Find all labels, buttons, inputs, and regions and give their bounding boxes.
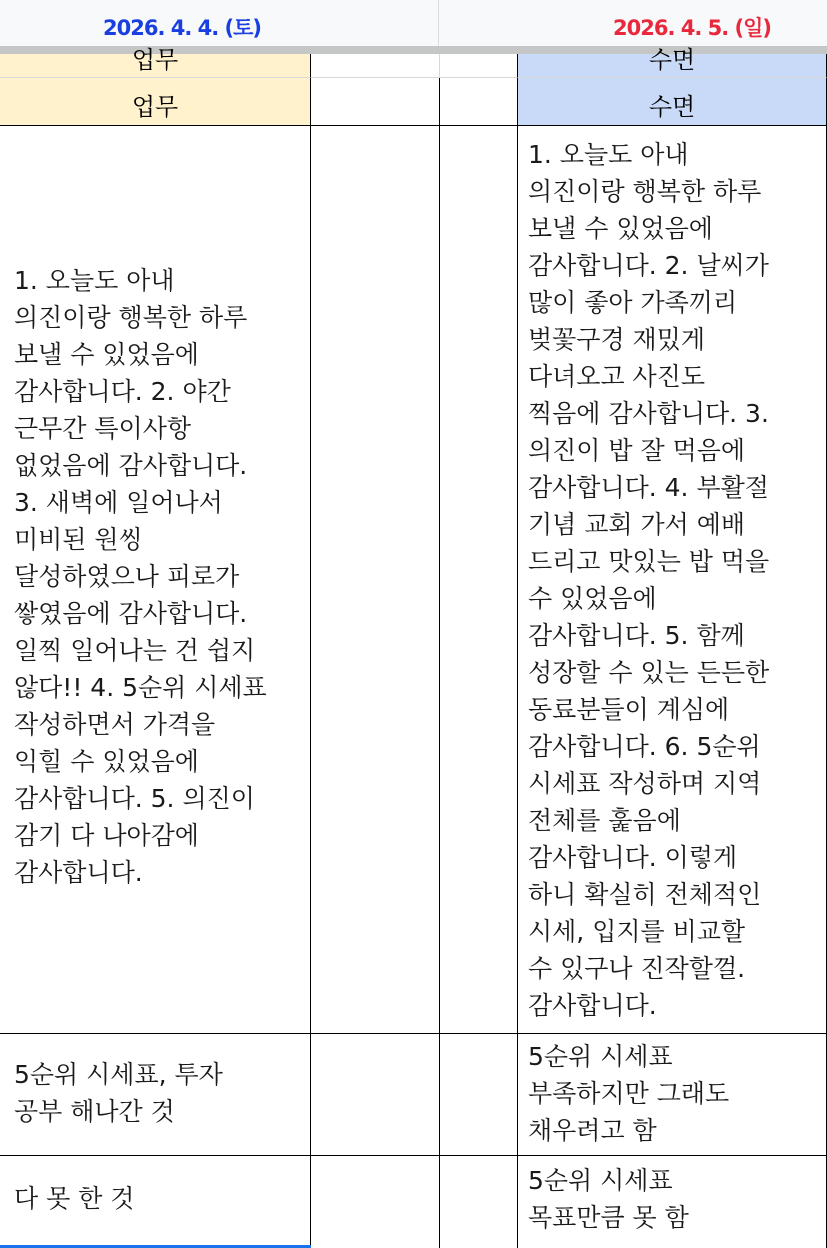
cell-right-done[interactable]	[518, 1034, 827, 1156]
cell-empty-gratitude-b[interactable]	[440, 126, 518, 1034]
right-done-text: 5순위 시세표 부족하지만 그래도 채우려고 함	[528, 1042, 730, 1145]
left-gratitude-text: 1. 오늘도 아내 의진이랑 행복한 하루 보낼 수 있었음에 감사합니다. 2. 야간 근무간 특이사항 없었음에 감사합니다. 3. 새벽에 일어나서 미비된 원씽 달성하였으나 피로가 쌓였음에 감사합니다. 일찍 일어나는 건 쉽지 않다!! 4. 5순위 시세표 작성하면서 가격을 익힐 수 있었음에 감사합니다. 5. 의진이 감기 다 나아감에 감사합니다.	[14, 266, 267, 887]
cell-empty-label-a[interactable]	[311, 78, 440, 126]
label-right-partial: 수면	[648, 46, 696, 74]
cell-empty-partial-b[interactable]	[440, 54, 518, 78]
date-left: 2026. 4. 4. (토)	[103, 16, 262, 40]
cell-empty-partial-a[interactable]	[311, 54, 440, 78]
cell-left-label[interactable]	[0, 78, 311, 126]
cell-empty-not-done-a[interactable]	[311, 1156, 440, 1248]
label-left: 업무	[131, 93, 179, 121]
cell-empty-label-b[interactable]	[440, 78, 518, 126]
cell-left-not-done[interactable]	[0, 1156, 311, 1248]
cell-empty-not-done-b[interactable]	[440, 1156, 518, 1248]
cell-right-label-partial[interactable]	[518, 46, 827, 78]
label-left-partial: 업무	[131, 46, 179, 74]
cell-left-label-partial[interactable]	[0, 46, 311, 78]
right-not-done-text: 5순위 시세표 목표만큼 못 함	[528, 1166, 689, 1232]
cell-empty-gratitude-a[interactable]	[311, 126, 440, 1034]
cell-left-gratitude[interactable]	[0, 126, 311, 1034]
left-not-done-text: 다 못 한 것	[14, 1184, 135, 1213]
header-divider	[438, 0, 439, 46]
left-done-text: 5순위 시세표, 투자 공부 해나간 것	[14, 1060, 223, 1126]
cell-empty-done-a[interactable]	[311, 1034, 440, 1156]
date-right: 2026. 4. 5. (일)	[613, 16, 772, 40]
cell-empty-done-b[interactable]	[440, 1034, 518, 1156]
label-right: 수면	[648, 93, 696, 121]
right-gratitude-text: 1. 오늘도 아내 의진이랑 행복한 하루 보낼 수 있었음에 감사합니다. 2. 날씨가 많이 좋아 가족끼리 벚꽃구경 재밌게 다녀오고 사진도 찍음에 감사합니다. 3. 의진이 밥 잘 먹음에 감사합니다. 4. 부활절 기념 교회 가서 예배 드리고 맛있는 밥 먹을 수 있었음에 감사합니다. 5. 함께 성장할 수 있는 든든한 동료분들이 계심에 감사합니다. 6. 5순위 시세표 작성하며 지역 전체를 훑음에 감사합니다. 이렇게 하니 확실히 전체적인 시세, 입지를 비교할 수 있구나 진작할껄. 감사합니다.	[528, 140, 770, 1020]
cell-right-gratitude[interactable]	[518, 126, 827, 1034]
cell-right-label[interactable]	[518, 78, 827, 126]
cell-left-done[interactable]	[0, 1034, 311, 1156]
cell-right-not-done[interactable]	[518, 1156, 827, 1248]
